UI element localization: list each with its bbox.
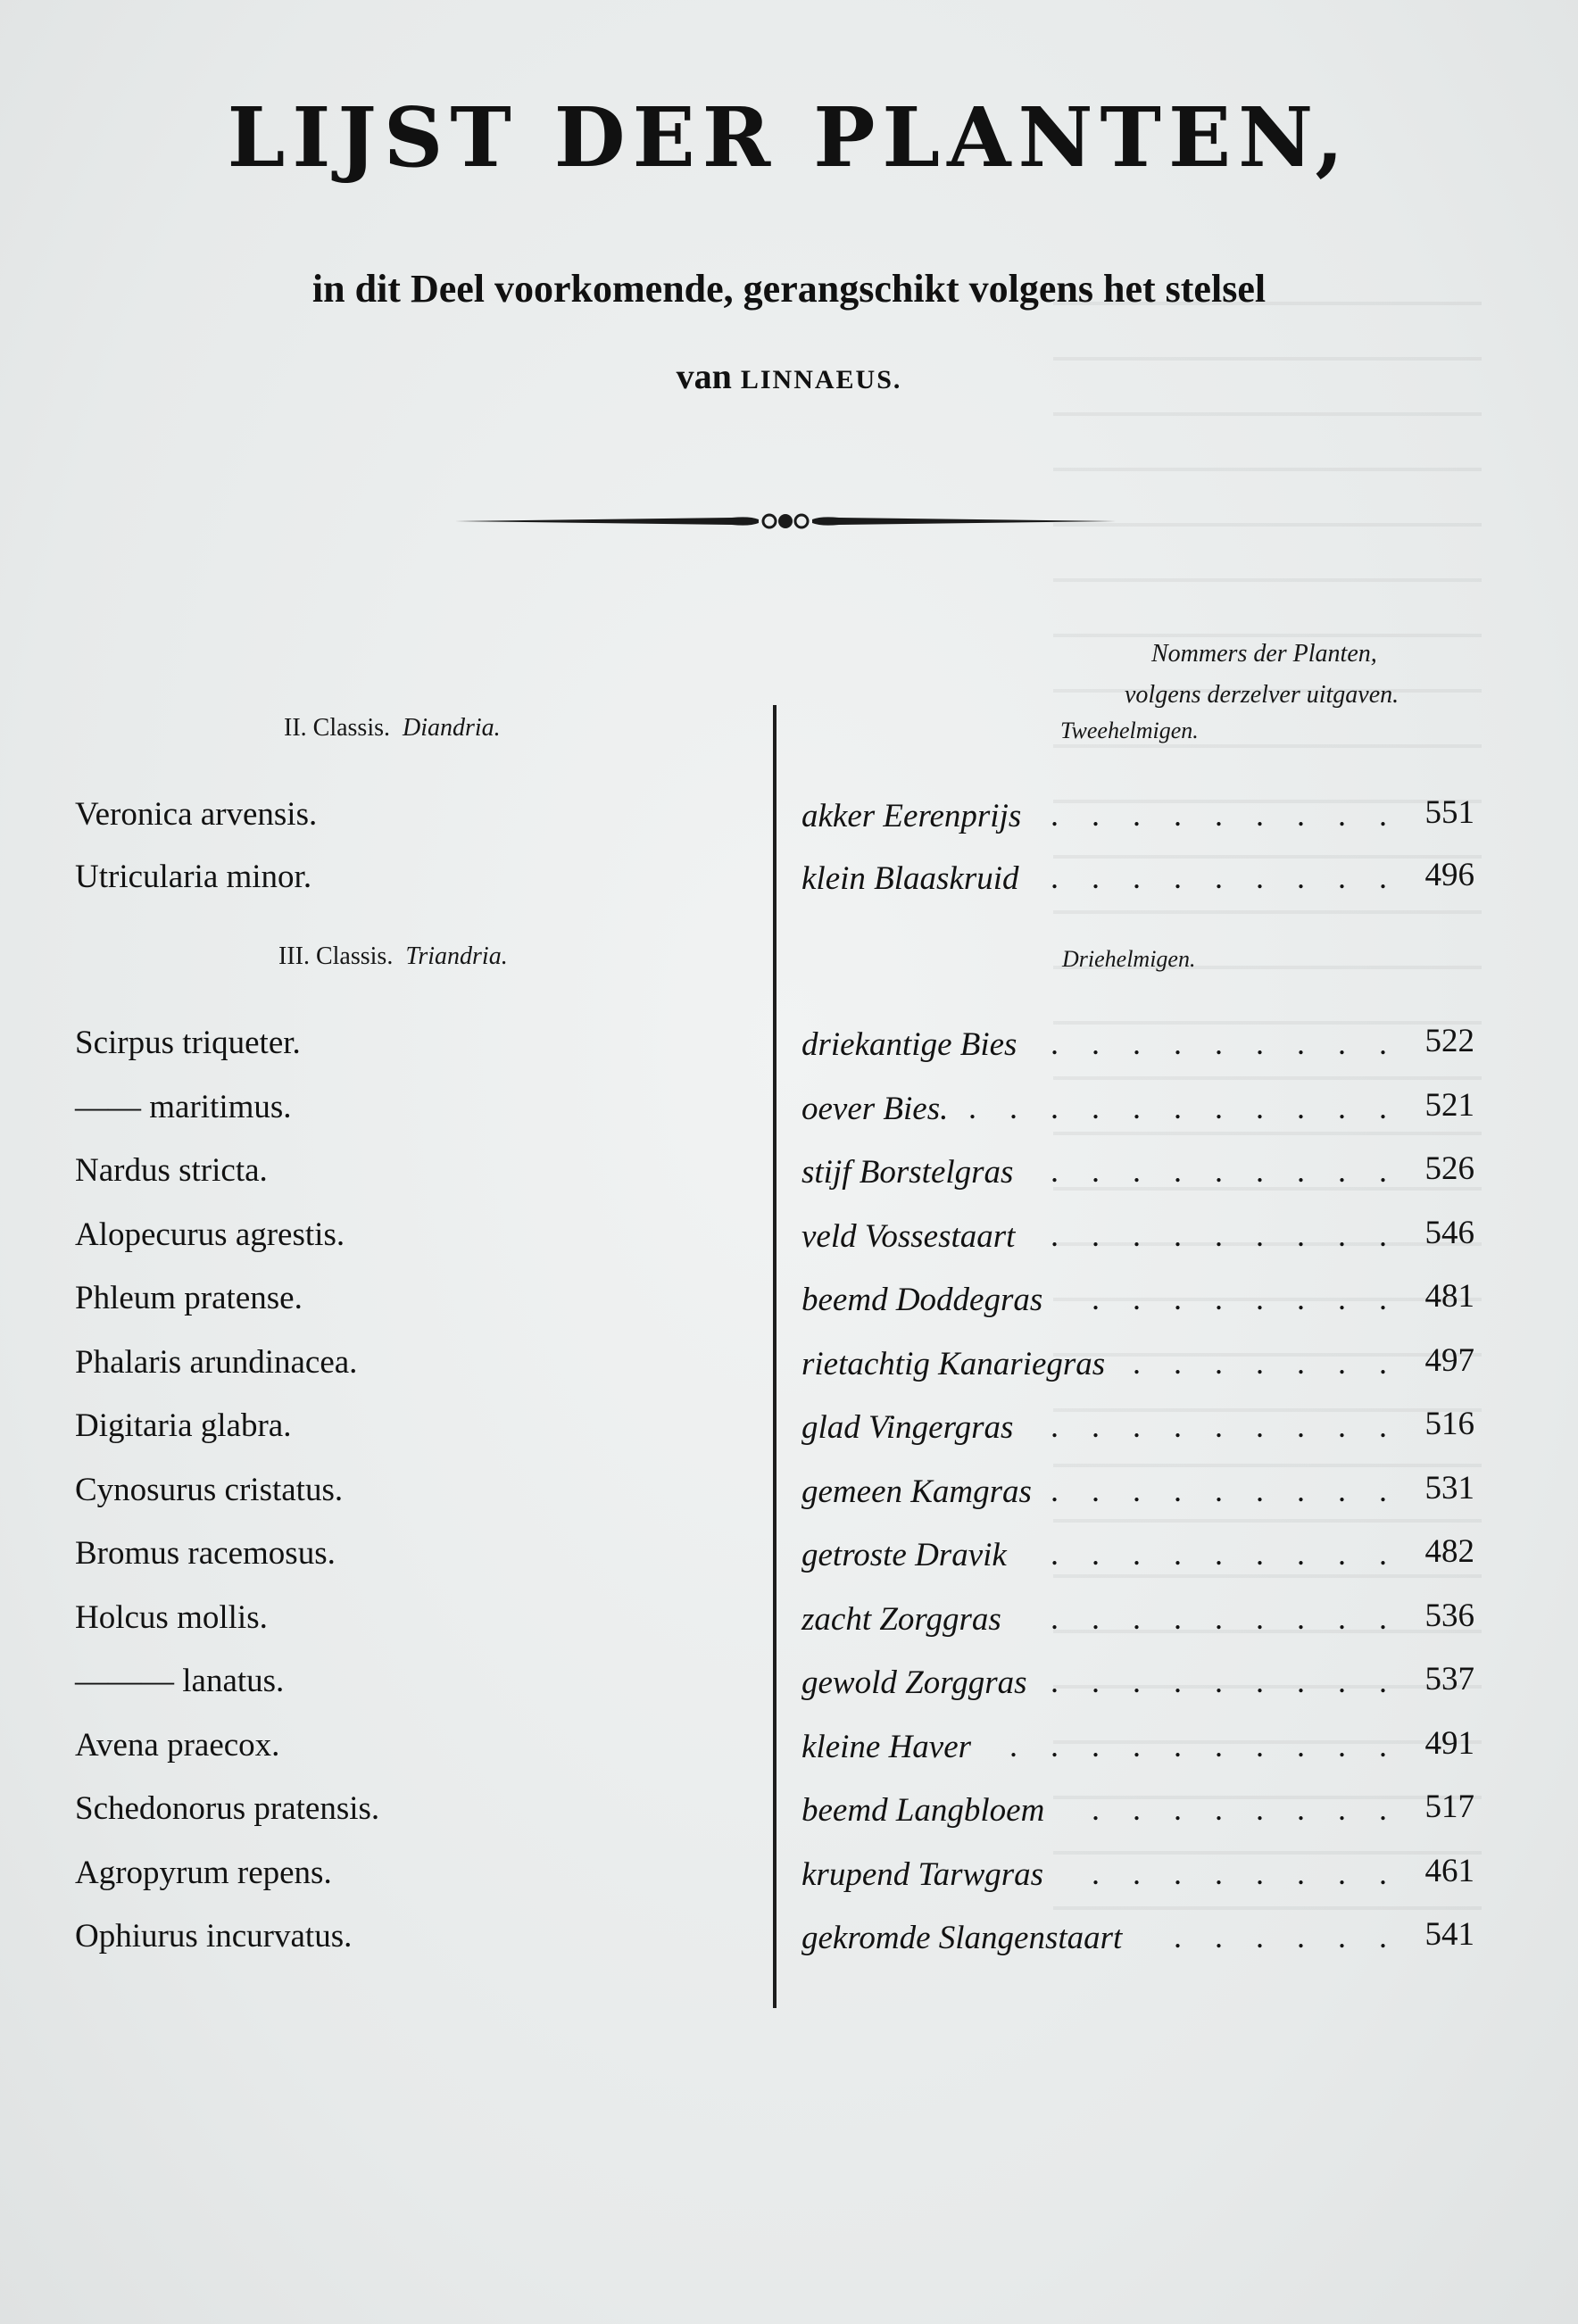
class-label: II. Classis.: [284, 714, 390, 742]
ornamental-rule: [455, 503, 1116, 539]
dutch-name: beemd Langbloem: [801, 1792, 1045, 1829]
byline: [0, 355, 1578, 397]
plant-number: 536: [1424, 1598, 1474, 1634]
table-row: [0, 1271, 1578, 1324]
dot-leader: . . . . . . . .: [1092, 1855, 1399, 1891]
group-heading-driehelmigen: Driehelmigen.: [1062, 946, 1196, 972]
plant-number: 546: [1424, 1215, 1474, 1251]
table-row: [0, 1781, 1578, 1835]
page-title: LIJST DER PLANTEN,: [227, 89, 1351, 186]
latin-name: Nardus stricta.: [75, 1152, 268, 1189]
plant-number: 517: [1424, 1789, 1474, 1825]
plant-number: 461: [1424, 1853, 1474, 1889]
dot-leader: . . . . . . . . .: [1051, 1664, 1399, 1699]
latin-name: ——— lanatus.: [75, 1663, 285, 1699]
latin-name: Avena praecox.: [75, 1727, 280, 1764]
class-name: Triandria.: [405, 942, 508, 970]
dutch-name: driekantige Bies: [801, 1026, 1017, 1063]
plant-number: 531: [1424, 1470, 1474, 1506]
table-row: [0, 1080, 1578, 1133]
dutch-name: beemd Doddegras: [801, 1282, 1043, 1318]
dot-leader: . . . . . . . . .: [1051, 859, 1399, 895]
latin-name: Phleum pratense.: [75, 1280, 303, 1316]
dot-leader: . . . . . . . . .: [1051, 1217, 1399, 1253]
column-header-note: [1089, 634, 1464, 716]
plant-number: 526: [1424, 1150, 1474, 1187]
byline-author: LINNAEUS.: [740, 365, 902, 394]
dutch-name: gekromde Slangenstaart: [801, 1920, 1123, 1956]
plant-number: 541: [1424, 1916, 1474, 1953]
latin-name: Bromus racemosus.: [75, 1535, 336, 1572]
class-heading-iii: [278, 942, 508, 971]
plant-number: 497: [1424, 1342, 1474, 1379]
table-row: [0, 1335, 1578, 1389]
plant-number: 496: [1424, 857, 1474, 893]
latin-name: Agropyrum repens.: [75, 1855, 332, 1891]
column-note-line1: Nommers der Planten,: [1151, 640, 1377, 668]
table-row: [0, 1016, 1578, 1069]
plant-number: 521: [1424, 1087, 1474, 1124]
table-row: [0, 1718, 1578, 1772]
dot-leader: . . . . . . . . .: [1051, 797, 1399, 833]
dutch-name: getroste Dravik: [801, 1537, 1007, 1573]
plant-number: 551: [1424, 794, 1474, 831]
plant-number: 481: [1424, 1278, 1474, 1315]
latin-name: Schedonorus pratensis.: [75, 1790, 380, 1827]
table-row: [0, 1208, 1578, 1261]
dutch-name: glad Vingergras: [801, 1409, 1014, 1446]
dot-leader: . . . . . . . . . .: [1009, 1728, 1399, 1764]
table-row: [0, 787, 1578, 841]
dot-leader: . . . . . . . . .: [1051, 1600, 1399, 1636]
dutch-name: gewold Zorggras: [801, 1664, 1027, 1701]
latin-name: Holcus mollis.: [75, 1599, 268, 1636]
plant-number: 516: [1424, 1406, 1474, 1442]
column-note-line2: volgens derzelver uitgaven.: [1125, 681, 1399, 709]
latin-name: Cynosurus cristatus.: [75, 1472, 344, 1508]
table-row: [0, 1143, 1578, 1197]
dutch-name: gemeen Kamgras: [801, 1473, 1032, 1510]
dot-leader: . . . . . . .: [1133, 1345, 1399, 1381]
dot-leader: . . . . . . . . .: [1051, 1536, 1399, 1572]
latin-name: Utricularia minor.: [75, 859, 312, 895]
latin-name: —— maritimus.: [75, 1089, 292, 1125]
dot-leader: . . . . . . . . .: [1051, 1408, 1399, 1444]
dutch-name: oever Bies.: [801, 1091, 949, 1127]
plant-number: 482: [1424, 1533, 1474, 1570]
page-subtitle: in dit Deel voorkomende, gerangschikt volgens het stelsel: [311, 267, 1267, 311]
dutch-name: rietachtig Kanariegras: [801, 1346, 1106, 1382]
table-row: [0, 1463, 1578, 1516]
table-row: [0, 1654, 1578, 1707]
latin-name: Phalaris arundinacea.: [75, 1344, 358, 1381]
table-row: [0, 1909, 1578, 1963]
byline-prefix: van: [676, 356, 732, 396]
latin-name: Digitaria glabra.: [75, 1407, 292, 1444]
dutch-name: kleine Haver: [801, 1729, 972, 1765]
dot-leader: . . . . . . . . . . .: [968, 1090, 1399, 1125]
table-row: [0, 1846, 1578, 1899]
dutch-name: krupend Tarwgras: [801, 1856, 1044, 1893]
dot-leader: . . . . . .: [1174, 1919, 1399, 1955]
dot-leader: . . . . . . . .: [1092, 1791, 1399, 1827]
dot-leader: . . . . . . . . .: [1051, 1153, 1399, 1189]
plant-number: 491: [1424, 1725, 1474, 1762]
class-label: III. Classis.: [278, 942, 394, 970]
dutch-name: stijf Borstelgras: [801, 1154, 1014, 1191]
class-name: Diandria.: [403, 714, 501, 742]
dutch-name: klein Blaaskruid: [801, 860, 1019, 897]
table-row: [0, 1590, 1578, 1644]
latin-name: Alopecurus agrestis.: [75, 1216, 345, 1253]
dutch-name: akker Eerenprijs: [801, 798, 1022, 834]
group-heading-tweehelmigen: Tweehelmigen.: [1060, 718, 1199, 743]
dutch-name: zacht Zorggras: [801, 1601, 1001, 1638]
latin-name: Veronica arvensis.: [75, 796, 318, 833]
dot-leader: . . . . . . . .: [1092, 1281, 1399, 1316]
table-row: [0, 1526, 1578, 1580]
dutch-name: veld Vossestaart: [801, 1218, 1016, 1255]
class-heading-ii: [284, 714, 501, 743]
latin-name: Scirpus triqueter.: [75, 1025, 301, 1061]
dot-leader: . . . . . . . . .: [1051, 1025, 1399, 1061]
plant-number: 537: [1424, 1661, 1474, 1697]
table-row: [0, 1399, 1578, 1452]
table-row: [0, 850, 1578, 903]
dot-leader: . . . . . . . . .: [1051, 1473, 1399, 1508]
plant-number: 522: [1424, 1023, 1474, 1059]
latin-name: Ophiurus incurvatus.: [75, 1918, 353, 1955]
